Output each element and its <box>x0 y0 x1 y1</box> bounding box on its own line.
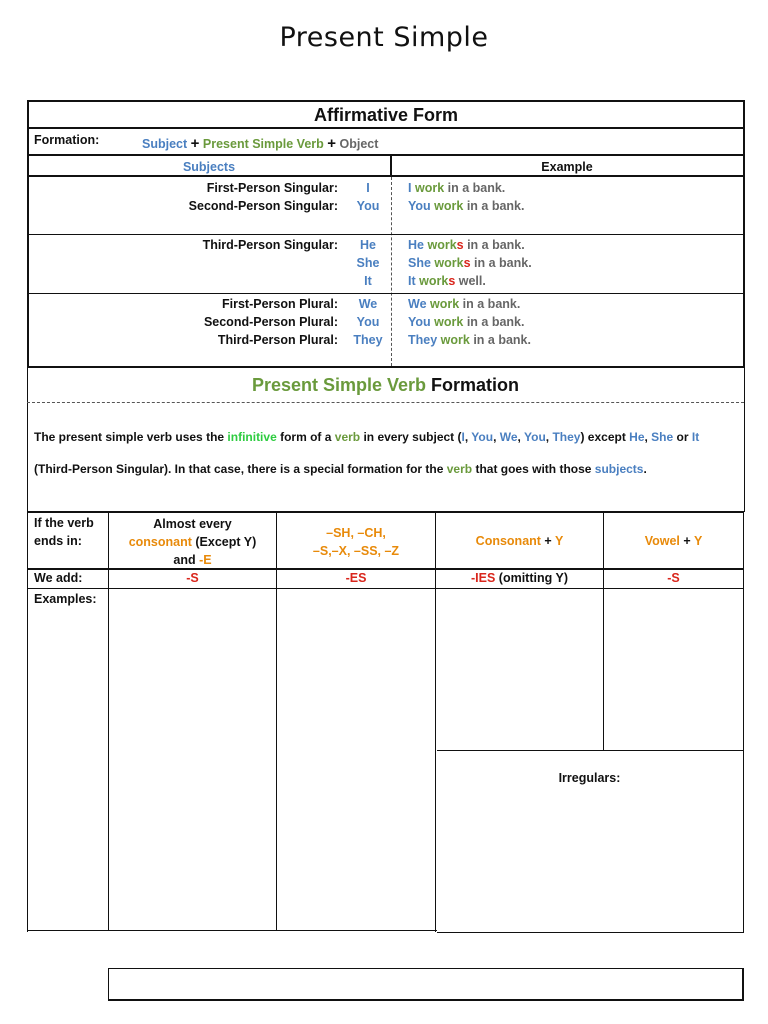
col-head-vowel-y: Vowel + Y <box>644 534 703 548</box>
verb-formation-paragraph: (Third-Person Singular). In that case, there is a special formation for the verb that goes with those subjects. <box>34 462 647 476</box>
pronoun: You <box>356 199 380 213</box>
affirmative-heading: Affirmative Form <box>313 105 459 125</box>
page-title: Present Simple <box>279 22 489 53</box>
add-s: -S <box>186 571 199 585</box>
subject-label: Third-Person Plural: <box>217 333 338 347</box>
pronoun: They <box>353 333 383 347</box>
add-es: -ES <box>345 571 367 585</box>
subject-label: Third-Person Singular: <box>202 238 338 252</box>
subject-label: Second-Person Plural: <box>203 315 338 329</box>
formation-formula: Subject + Present Simple Verb + Object <box>142 135 379 152</box>
row-label-examples: Examples: <box>34 592 97 606</box>
example-sentence: They work in a bank. <box>408 333 531 347</box>
col-head-consonant: Almost every consonant (Except Y) and -E <box>128 517 257 567</box>
subject-label: First-Person Plural: <box>222 297 338 311</box>
example-sentence: She works in a bank. <box>408 256 532 270</box>
subject-label: First-Person Singular: <box>206 181 338 195</box>
formation-label: Formation: <box>34 133 100 147</box>
example-sentence: You work in a bank. <box>408 315 525 329</box>
col-head-consonant-y: Consonant + Y <box>475 534 564 548</box>
example-header: Example <box>541 160 593 174</box>
row-label-add: We add: <box>34 571 83 585</box>
pronoun: I <box>366 181 370 195</box>
verb-formation-heading: Present Simple Verb Formation <box>251 375 520 395</box>
example-sentence: You work in a bank. <box>408 199 525 213</box>
add-s: -S <box>667 571 680 585</box>
pronoun: We <box>358 297 378 311</box>
row-label-ends: If the verb ends in: <box>34 516 94 548</box>
add-ies: -IES (omitting Y) <box>471 571 568 585</box>
example-sentence: It works well. <box>408 274 486 288</box>
pronoun: It <box>364 274 372 288</box>
example-sentence: He works in a bank. <box>408 238 525 252</box>
pronoun: She <box>356 256 380 270</box>
example-sentence: I work in a bank. <box>408 181 506 195</box>
subject-label: Second-Person Singular: <box>188 199 338 213</box>
example-sentence: We work in a bank. <box>408 297 521 311</box>
verb-formation-paragraph: The present simple verb uses the infinitive form of a verb in every subject (I, You, We, You, They) except He, She or It <box>34 430 700 444</box>
irregulars-title: Irregulars: <box>558 771 621 785</box>
pronoun: You <box>356 315 380 329</box>
col-head-sh-ch: –SH, –CH, –S,–X, –SS, –Z <box>312 526 400 558</box>
pronoun: He <box>360 238 376 252</box>
subjects-header: Subjects <box>182 160 236 174</box>
